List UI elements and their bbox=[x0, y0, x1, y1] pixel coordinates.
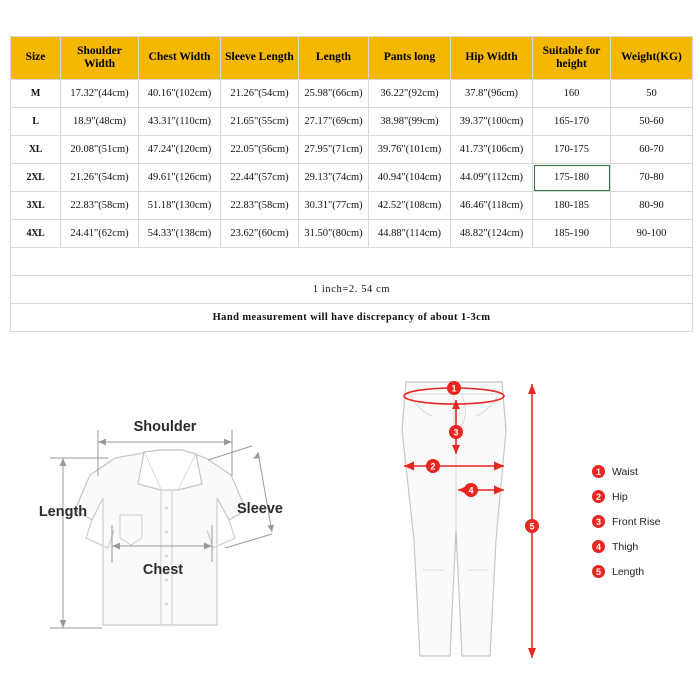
cell-length: 25.98"(66cm) bbox=[299, 80, 369, 108]
pants-marker-1-label: 1 bbox=[451, 383, 457, 394]
note-row-discrepancy bbox=[11, 304, 693, 332]
cell-chest: 43.31"(110cm) bbox=[139, 108, 221, 136]
cell-length: 27.95"(71cm) bbox=[299, 136, 369, 164]
pants-marker-2-label: 2 bbox=[430, 461, 436, 472]
measurement-legend bbox=[592, 465, 692, 590]
cell-size: XL bbox=[11, 136, 61, 164]
cell-height: 185-190 bbox=[533, 220, 611, 248]
size-table-container bbox=[10, 36, 692, 332]
cell-length: 29.13"(74cm) bbox=[299, 164, 369, 192]
col-header-sleeve-length: Sleeve Length bbox=[221, 37, 299, 80]
cell-size: M bbox=[11, 80, 61, 108]
pants-marker-3-label: 3 bbox=[453, 427, 459, 438]
table-row bbox=[11, 108, 693, 136]
cell-pants: 39.76"(101cm) bbox=[369, 136, 451, 164]
legend-bullet-5-icon: 5 bbox=[592, 565, 605, 578]
legend-item-length bbox=[592, 565, 692, 578]
cell-hip: 39.37"(100cm) bbox=[451, 108, 533, 136]
legend-item-front-rise bbox=[592, 515, 692, 528]
cell-pants: 40.94"(104cm) bbox=[369, 164, 451, 192]
cell-weight: 50-60 bbox=[611, 108, 693, 136]
pants-diagram bbox=[370, 370, 590, 690]
legend-item-waist bbox=[592, 465, 692, 478]
col-header-shoulder-width: Shoulder Width bbox=[61, 37, 139, 80]
cell-height: 180-185 bbox=[533, 192, 611, 220]
cell-shoulder: 22.83"(58cm) bbox=[61, 192, 139, 220]
cell-sleeve: 21.26"(54cm) bbox=[221, 80, 299, 108]
cell-shoulder: 21.26"(54cm) bbox=[61, 164, 139, 192]
cell-length: 30.31"(77cm) bbox=[299, 192, 369, 220]
note-row-conversion bbox=[11, 276, 693, 304]
table-row bbox=[11, 192, 693, 220]
legend-label-length: Length bbox=[612, 565, 645, 578]
cell-pants: 44.88"(114cm) bbox=[369, 220, 451, 248]
legend-item-hip bbox=[592, 490, 692, 503]
legend-label-hip: Hip bbox=[612, 490, 628, 503]
table-row bbox=[11, 220, 693, 248]
cell-hip: 44.09"(112cm) bbox=[451, 164, 533, 192]
legend-bullet-1-icon: 1 bbox=[592, 465, 605, 478]
shirt-label-sleeve: Sleeve bbox=[237, 501, 283, 517]
legend-label-thigh: Thigh bbox=[612, 540, 639, 553]
cell-height: 170-175 bbox=[533, 136, 611, 164]
cell-pants: 38.98"(99cm) bbox=[369, 108, 451, 136]
cell-hip: 48.82"(124cm) bbox=[451, 220, 533, 248]
cell-weight: 60-70 bbox=[611, 136, 693, 164]
cell-chest: 51.18"(130cm) bbox=[139, 192, 221, 220]
cell-length: 31.50"(80cm) bbox=[299, 220, 369, 248]
cell-size: L bbox=[11, 108, 61, 136]
col-header-weight: Weight(KG) bbox=[611, 37, 693, 80]
table-header-row bbox=[11, 37, 693, 80]
cell-length: 27.17"(69cm) bbox=[299, 108, 369, 136]
shirt-label-chest: Chest bbox=[142, 562, 184, 578]
cell-sleeve: 22.05"(56cm) bbox=[221, 136, 299, 164]
cell-hip: 37.8"(96cm) bbox=[451, 80, 533, 108]
cell-chest: 49.61"(126cm) bbox=[139, 164, 221, 192]
cell-shoulder: 20.08"(51cm) bbox=[61, 136, 139, 164]
cell-chest: 40.16"(102cm) bbox=[139, 80, 221, 108]
cell-sleeve: 22.44"(57cm) bbox=[221, 164, 299, 192]
legend-label-waist: Waist bbox=[612, 465, 638, 478]
cell-weight: 50 bbox=[611, 80, 693, 108]
spacer-cell bbox=[11, 248, 693, 276]
table-row bbox=[11, 164, 693, 192]
cell-pants: 36.22"(92cm) bbox=[369, 80, 451, 108]
cell-height-highlighted: 175-180 bbox=[533, 164, 611, 192]
size-table bbox=[10, 36, 693, 332]
cell-sleeve: 23.62"(60cm) bbox=[221, 220, 299, 248]
cell-hip: 41.73"(106cm) bbox=[451, 136, 533, 164]
legend-item-thigh bbox=[592, 540, 692, 553]
cell-size: 4XL bbox=[11, 220, 61, 248]
legend-bullet-3-icon: 3 bbox=[592, 515, 605, 528]
cell-size: 3XL bbox=[11, 192, 61, 220]
table-body bbox=[11, 80, 693, 332]
cell-weight: 80-90 bbox=[611, 192, 693, 220]
cell-height: 160 bbox=[533, 80, 611, 108]
table-row bbox=[11, 136, 693, 164]
cell-pants: 42.52"(108cm) bbox=[369, 192, 451, 220]
cell-height: 165-170 bbox=[533, 108, 611, 136]
col-header-size: Size bbox=[11, 37, 61, 80]
pants-marker-4-label: 4 bbox=[468, 485, 474, 496]
col-header-pants-long: Pants long bbox=[369, 37, 451, 80]
cell-shoulder: 17.32"(44cm) bbox=[61, 80, 139, 108]
legend-bullet-4-icon: 4 bbox=[592, 540, 605, 553]
cell-sleeve: 22.83"(58cm) bbox=[221, 192, 299, 220]
cell-chest: 47.24"(120cm) bbox=[139, 136, 221, 164]
col-header-suitable-for-height: Suitable for height bbox=[533, 37, 611, 80]
legend-bullet-2-icon: 2 bbox=[592, 490, 605, 503]
cell-hip: 46.46"(118cm) bbox=[451, 192, 533, 220]
shirt-label-shoulder: Shoulder bbox=[133, 419, 197, 435]
col-header-hip-width: Hip Width bbox=[451, 37, 533, 80]
note-hand-measurement: Hand measurement will have discrepancy of about 1-3cm bbox=[11, 304, 693, 332]
cell-shoulder: 24.41"(62cm) bbox=[61, 220, 139, 248]
col-header-chest-width: Chest Width bbox=[139, 37, 221, 80]
cell-weight: 70-80 bbox=[611, 164, 693, 192]
note-inch-conversion: 1 inch=2. 54 cm bbox=[11, 276, 693, 304]
col-header-length: Length bbox=[299, 37, 369, 80]
table-spacer-row bbox=[11, 248, 693, 276]
cell-weight: 90-100 bbox=[611, 220, 693, 248]
cell-size: 2XL bbox=[11, 164, 61, 192]
shirt-label-length: Length bbox=[38, 504, 88, 520]
cell-shoulder: 18.9"(48cm) bbox=[61, 108, 139, 136]
table-row bbox=[11, 80, 693, 108]
cell-sleeve: 21.65"(55cm) bbox=[221, 108, 299, 136]
cell-chest: 54.33"(138cm) bbox=[139, 220, 221, 248]
legend-label-front-rise: Front Rise bbox=[612, 515, 661, 528]
pants-marker-5-label: 5 bbox=[529, 521, 535, 532]
shirt-diagram bbox=[20, 380, 320, 680]
